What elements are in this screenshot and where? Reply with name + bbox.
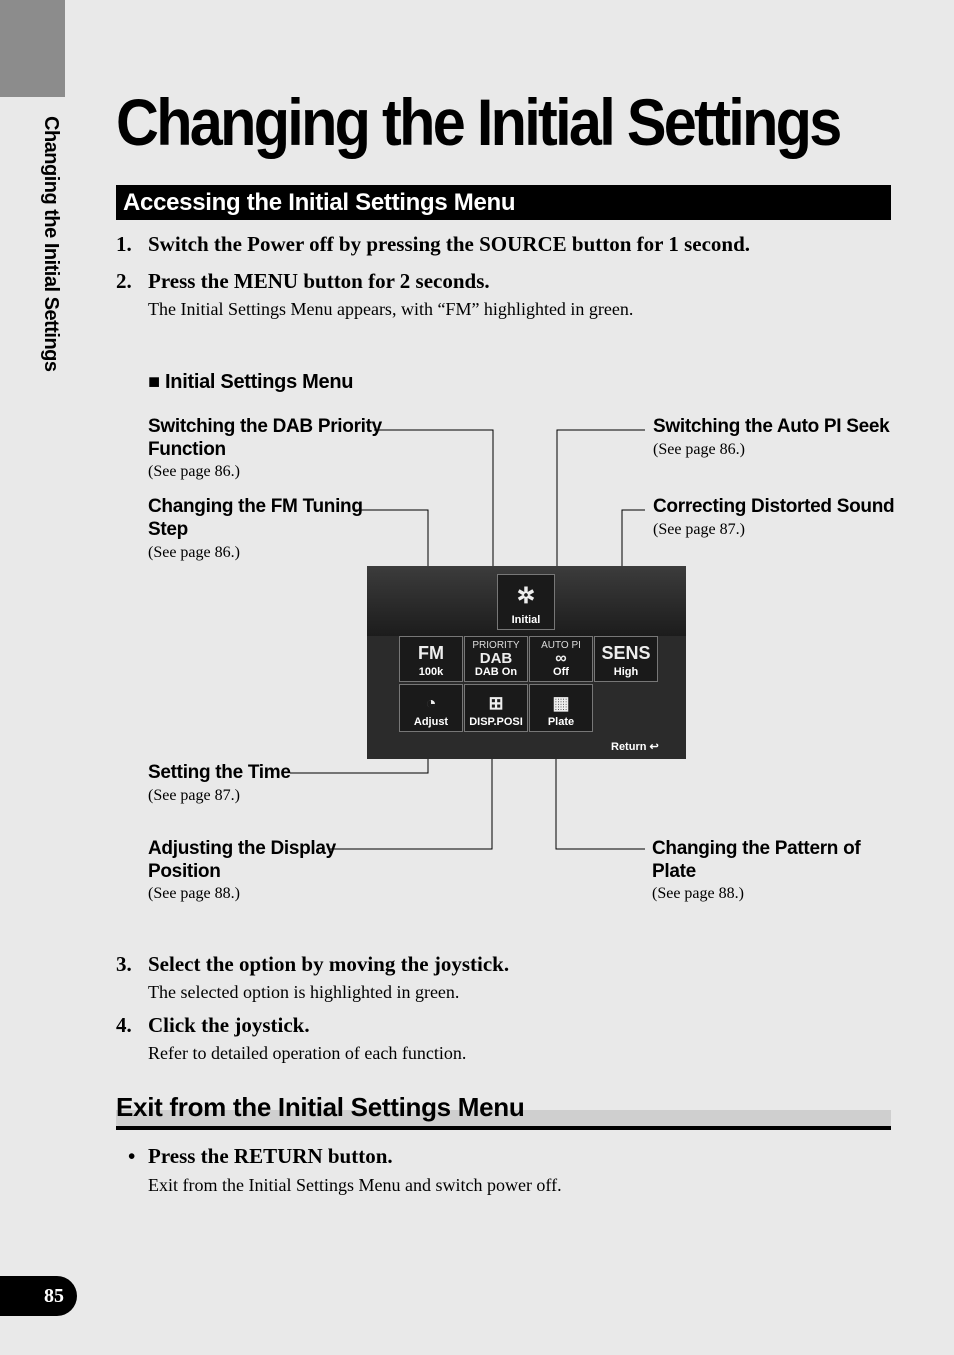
bullet: • — [128, 1144, 136, 1168]
fm-icon: FM — [418, 643, 444, 663]
step-number: 3. — [116, 952, 132, 976]
callout-plate — [652, 837, 860, 883]
exit-instruction: Press the RETURN button. — [148, 1144, 393, 1168]
sens-tile-label: High — [613, 666, 639, 678]
callout-sens: Correcting Distorted Sound — [653, 496, 895, 517]
see-page-autopi: (See page 86.) — [653, 441, 745, 458]
sens-icon: SENS — [601, 643, 651, 663]
callout-autopi: Switching the Auto PI Seek — [653, 416, 890, 437]
return-arrow-icon: ↩ — [649, 741, 659, 753]
dab-icon: DAB — [479, 650, 513, 667]
callout-display — [148, 837, 336, 883]
infinity-icon: ∞ — [555, 650, 567, 667]
exit-description: Exit from the Initial Settings Menu and switch power off. — [148, 1175, 562, 1195]
step-text: Press the MENU button for 2 seconds. — [148, 269, 490, 293]
callout-fm — [148, 495, 363, 541]
adjust-tile[interactable] — [399, 684, 463, 732]
step-number: 4. — [116, 1013, 132, 1037]
initial-settings-screen — [367, 566, 686, 759]
callout-time: Setting the Time — [148, 762, 291, 783]
plate-tile-label: Plate — [547, 716, 575, 728]
initial-label: Initial — [511, 614, 541, 626]
step-text: Switch the Power off by pressing the SOURCE button for 1 second. — [148, 232, 751, 256]
step-text: Click the joystick. — [148, 1013, 310, 1037]
section-heading-exit: Exit from the Initial Settings Menu — [116, 1092, 525, 1122]
see-page-time: (See page 87.) — [148, 787, 240, 804]
dab-top-label: PRIORITY — [472, 640, 520, 651]
disp-posi-tile-label: DISP.POSI — [469, 716, 523, 728]
step-description: The selected option is highlighted in green. — [148, 982, 460, 1002]
return-button[interactable] — [611, 740, 659, 753]
see-page-fm: (See page 86.) — [148, 544, 240, 561]
step-number: 2. — [116, 269, 132, 293]
dab-tile[interactable] — [464, 636, 528, 682]
callout-dab-line2: Function — [148, 439, 226, 460]
plate-icon: ▦ — [552, 693, 570, 713]
return-label: Return — [611, 741, 647, 753]
callout-plate-line1: Changing the Pattern of — [652, 838, 861, 859]
see-page-plate: (See page 88.) — [652, 885, 744, 902]
page-title: Changing the Initial Settings — [116, 85, 840, 159]
section-heading-accessing: Accessing the Initial Settings Menu — [116, 185, 891, 220]
plate-tile[interactable] — [529, 684, 593, 732]
callout-plate-line2: Plate — [652, 861, 696, 882]
step-number: 1. — [116, 232, 132, 256]
callout-display-line1: Adjusting the Display — [148, 838, 336, 859]
autopi-tile-label: Off — [553, 666, 569, 678]
square-bullet-icon: ■ — [148, 371, 160, 393]
initial-tile — [497, 574, 555, 630]
callout-dab — [148, 415, 382, 461]
fm-tile-label: 100k — [418, 666, 444, 678]
sens-tile[interactable] — [594, 636, 658, 682]
side-tab-title: Changing the Initial Settings — [40, 116, 62, 372]
step-text: Select the option by moving the joystick. — [148, 952, 510, 976]
adjust-tile-label: Adjust — [413, 716, 449, 728]
callout-display-line2: Position — [148, 861, 221, 882]
gears-icon: ✲ — [516, 583, 536, 608]
callout-fm-line1: Changing the FM Tuning — [148, 496, 363, 517]
see-page-display: (See page 88.) — [148, 885, 240, 902]
step-description: Refer to detailed operation of each function. — [148, 1043, 467, 1063]
see-page-dab: (See page 86.) — [148, 463, 240, 480]
dab-tile-label: DAB On — [474, 666, 518, 678]
page-number: 85 — [0, 1276, 77, 1316]
see-page-sens: (See page 87.) — [653, 521, 745, 538]
callout-fm-line2: Step — [148, 519, 188, 540]
autopi-top-label: AUTO PI — [541, 640, 581, 651]
disp-posi-tile[interactable] — [464, 684, 528, 732]
autopi-tile[interactable] — [529, 636, 593, 682]
step-description: The Initial Settings Menu appears, with “FM” highlighted in green. — [148, 299, 634, 319]
crosshair-icon: ⊞ — [488, 693, 504, 713]
clock-icon: ◔ — [425, 693, 437, 713]
menu-subheading-text: Initial Settings Menu — [165, 371, 354, 393]
callout-dab-line1: Switching the DAB Priority — [148, 416, 382, 437]
fm-tile[interactable] — [399, 636, 463, 682]
